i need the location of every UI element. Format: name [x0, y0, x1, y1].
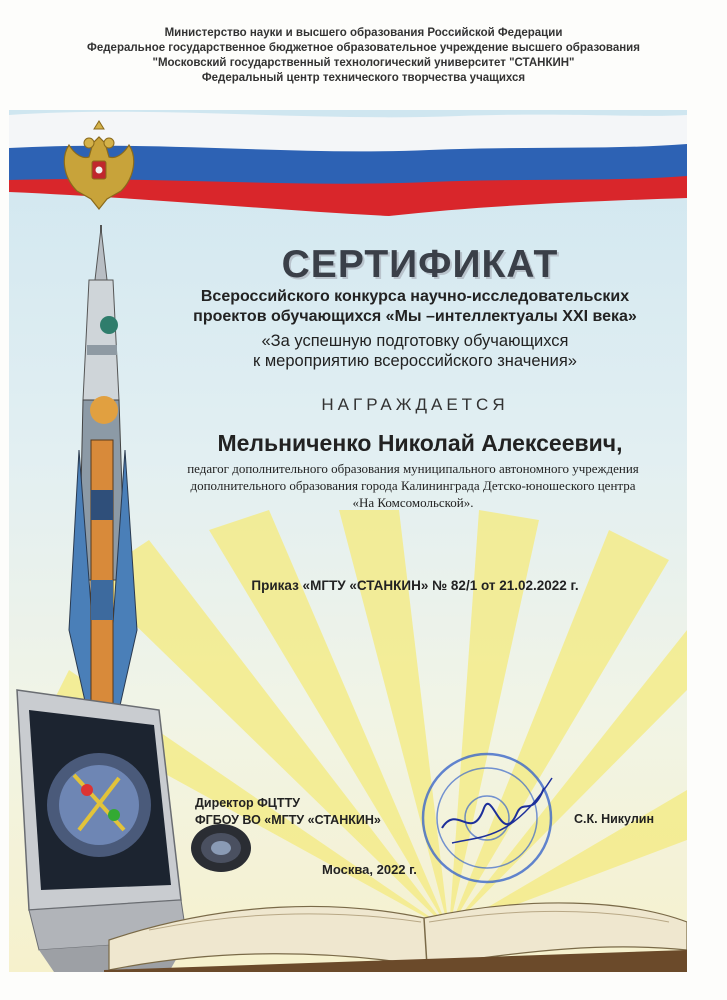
contest-name: [150, 287, 680, 327]
reason-line: к мероприятию всероссийского значения»: [253, 352, 577, 370]
recipient-description: [140, 460, 686, 511]
recipient-name: Мельниченко Николай Алексеевич,: [217, 430, 623, 456]
background-art: [9, 110, 687, 972]
contest-line: проектов обучающихся «Мы –интеллектуалы XXI века»: [193, 308, 637, 325]
description-line: «На Комсомольской».: [352, 495, 474, 510]
place-and-date: Москва, 2022 г.: [322, 862, 417, 877]
signatory-position-line: Директор ФЦТТУ: [195, 796, 300, 810]
reason-line: «За успешную подготовку обучающихся: [261, 332, 569, 350]
open-book-illustration: [104, 903, 687, 972]
signatory-position-line: ФГБОУ ВО «МГТУ «СТАНКИН»: [195, 813, 381, 827]
signatory-position: [195, 795, 381, 829]
round-seal: [412, 748, 562, 888]
order-reference: Приказ «МГТУ «СТАНКИН» № 82/1 от 21.02.2022 г.: [251, 578, 579, 593]
header-line-institution: Федеральное государственное бюджетное образовательное учреждение высшего образования: [87, 42, 640, 54]
header-line-ministry: Министерство науки и высшего образования Российской Федерации: [164, 27, 563, 39]
header-line-center: Федеральный центр технического творчества учащихся: [201, 72, 526, 84]
header-line-university: "Московский государственный технологический университет "СТАНКИН": [152, 57, 575, 69]
camera-lens-illustration: [191, 824, 251, 872]
description-line: педагог дополнительного образования муниципального автономного учреждения: [187, 461, 639, 476]
signatory-name: С.К. Никулин: [574, 812, 655, 826]
certificate-title: СЕРТИФИКАТ: [281, 243, 559, 286]
certificate-background: [9, 110, 687, 972]
award-label: НАГРАЖДАЕТСЯ: [321, 395, 509, 414]
contest-line: Всероссийского конкурса научно-исследовательских: [200, 288, 630, 305]
rocket-illustration: [65, 225, 141, 730]
award-reason: [150, 331, 680, 371]
description-line: дополнительного образования города Калининграда Детско-юношеского центра: [190, 478, 636, 493]
